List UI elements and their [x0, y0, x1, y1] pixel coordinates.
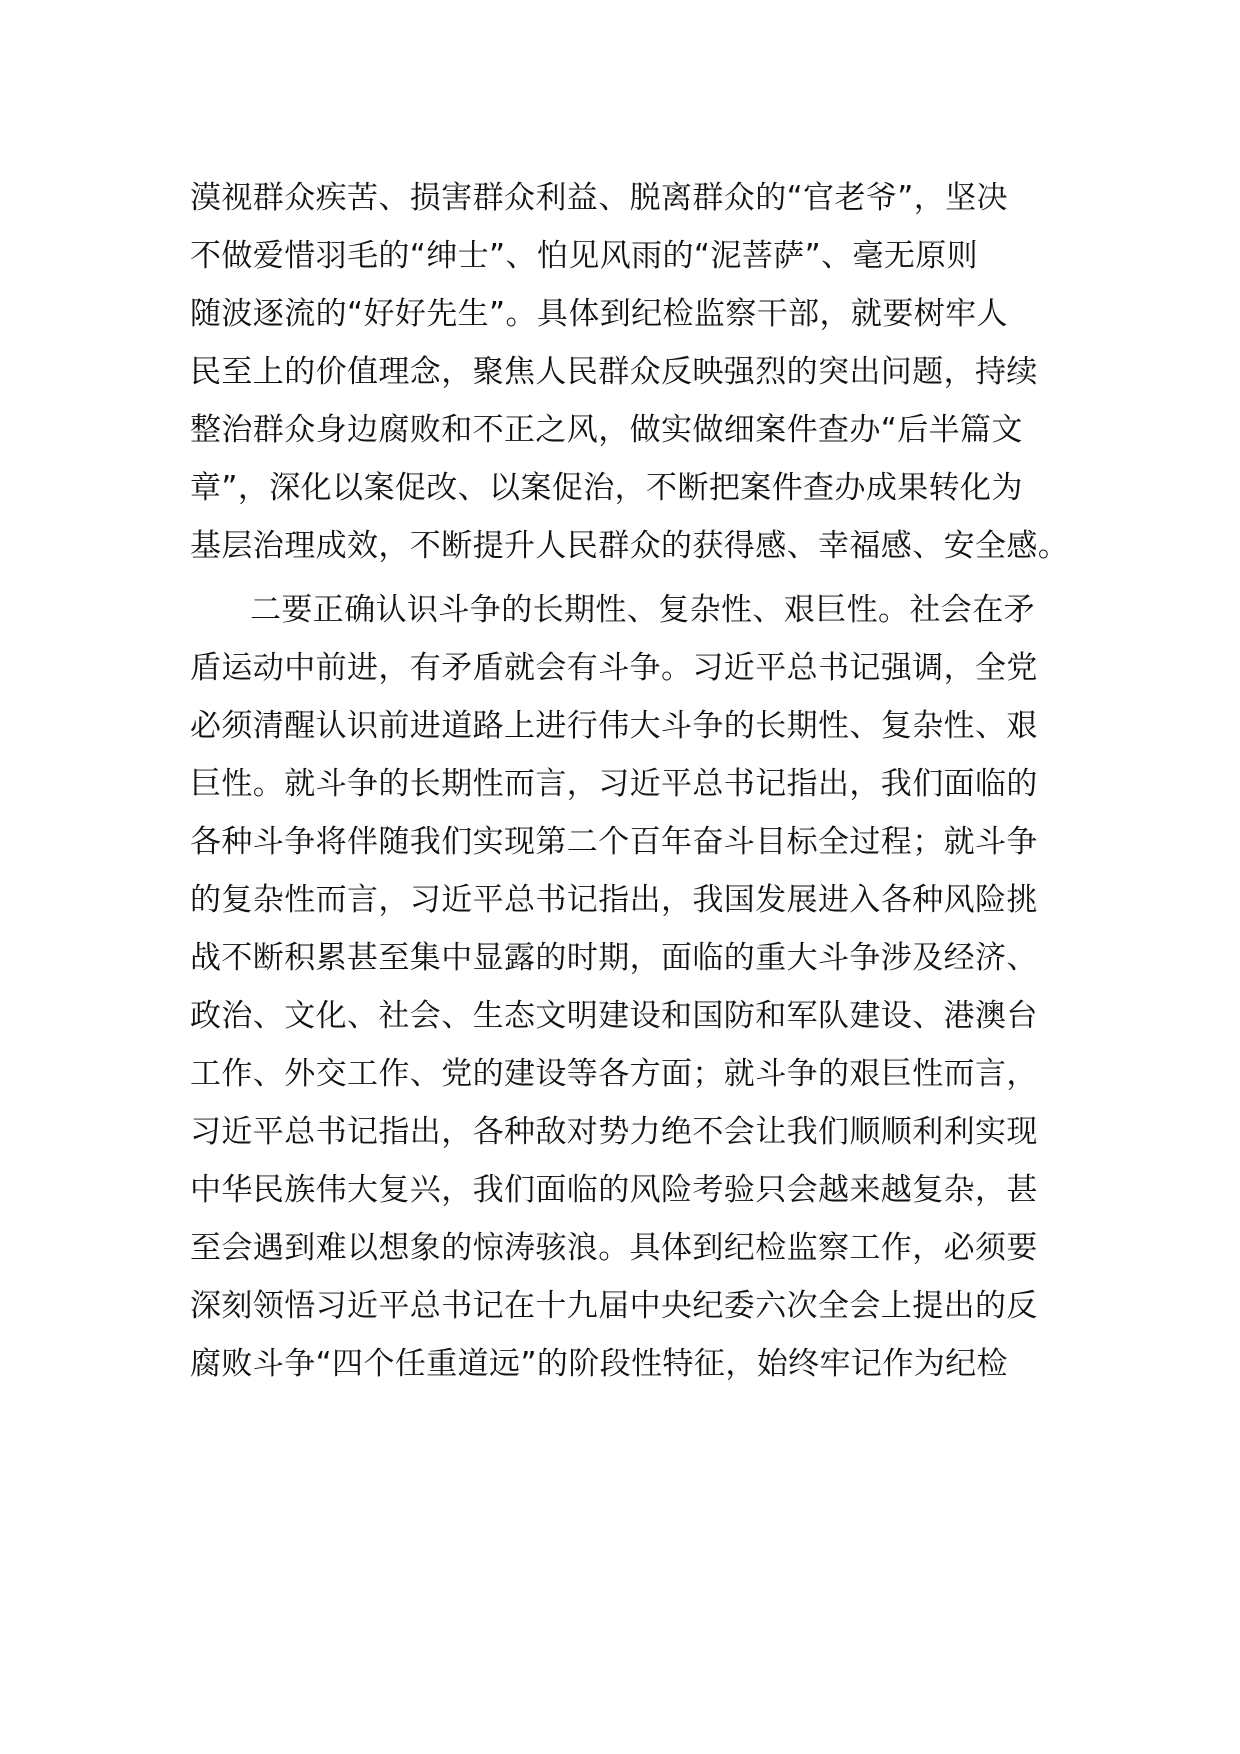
paragraph2-line: 工作、外交工作、党的建设等各方面；就斗争的艰巨性而言， [190, 1056, 1038, 1092]
paragraph2-first-line: 二要正确认识斗争的长期性、复杂性、艰巨性。社会在矛 [250, 592, 1035, 628]
paragraph1-line: 漠视群众疾苦、损害群众利益、脱离群众的“官老爷”，坚决 [190, 180, 1008, 216]
paragraph2-line: 政治、文化、社会、生态文明建设和国防和军队建设、港澳台 [190, 998, 1038, 1034]
paragraph1-line: 整治群众身边腐败和不正之风，做实做细案件查办“后半篇文 [190, 412, 1023, 448]
paragraph2-line: 各种斗争将伴随我们实现第二个百年奋斗目标全过程；就斗争 [190, 824, 1038, 860]
paragraph1-line: 民至上的价值理念，聚焦人民群众反映强烈的突出问题，持续 [190, 354, 1038, 390]
paragraph1-line: 随波逐流的“好好先生”。具体到纪检监察干部，就要树牢人 [190, 296, 1008, 332]
paragraph2-line: 腐败斗争“四个任重道远”的阶段性特征，始终牢记作为纪检 [190, 1346, 1008, 1382]
paragraph2-line: 深刻领悟习近平总书记在十九届中央纪委六次全会上提出的反 [190, 1288, 1038, 1324]
paragraph1-line: 章”，深化以案促改、以案促治，不断把案件查办成果转化为 [190, 470, 1023, 506]
paragraph2-line: 习近平总书记指出，各种敌对势力绝不会让我们顺顺利利实现 [190, 1114, 1038, 1150]
paragraph2-line: 盾运动中前进，有矛盾就会有斗争。习近平总书记强调，全党 [190, 650, 1038, 686]
paragraph2-line: 必须清醒认识前进道路上进行伟大斗争的长期性、复杂性、艰 [190, 708, 1038, 744]
paragraph2-line: 至会遇到难以想象的惊涛骇浪。具体到纪检监察工作，必须要 [190, 1230, 1038, 1266]
paragraph2-line: 的复杂性而言，习近平总书记指出，我国发展进入各种风险挑 [190, 882, 1038, 918]
paragraph1-line: 不做爱惜羽毛的“绅士”、怕见风雨的“泥菩萨”、毫无原则 [190, 238, 979, 274]
paragraph1-line: 基层治理成效，不断提升人民群众的获得感、幸福感、安全感。 [190, 528, 1070, 564]
paragraph2-line: 巨性。就斗争的长期性而言，习近平总书记指出，我们面临的 [190, 766, 1038, 802]
paragraph2-line: 中华民族伟大复兴，我们面临的风险考验只会越来越复杂，甚 [190, 1172, 1038, 1208]
paragraph2-line: 战不断积累甚至集中显露的时期，面临的重大斗争涉及经济、 [190, 940, 1038, 976]
